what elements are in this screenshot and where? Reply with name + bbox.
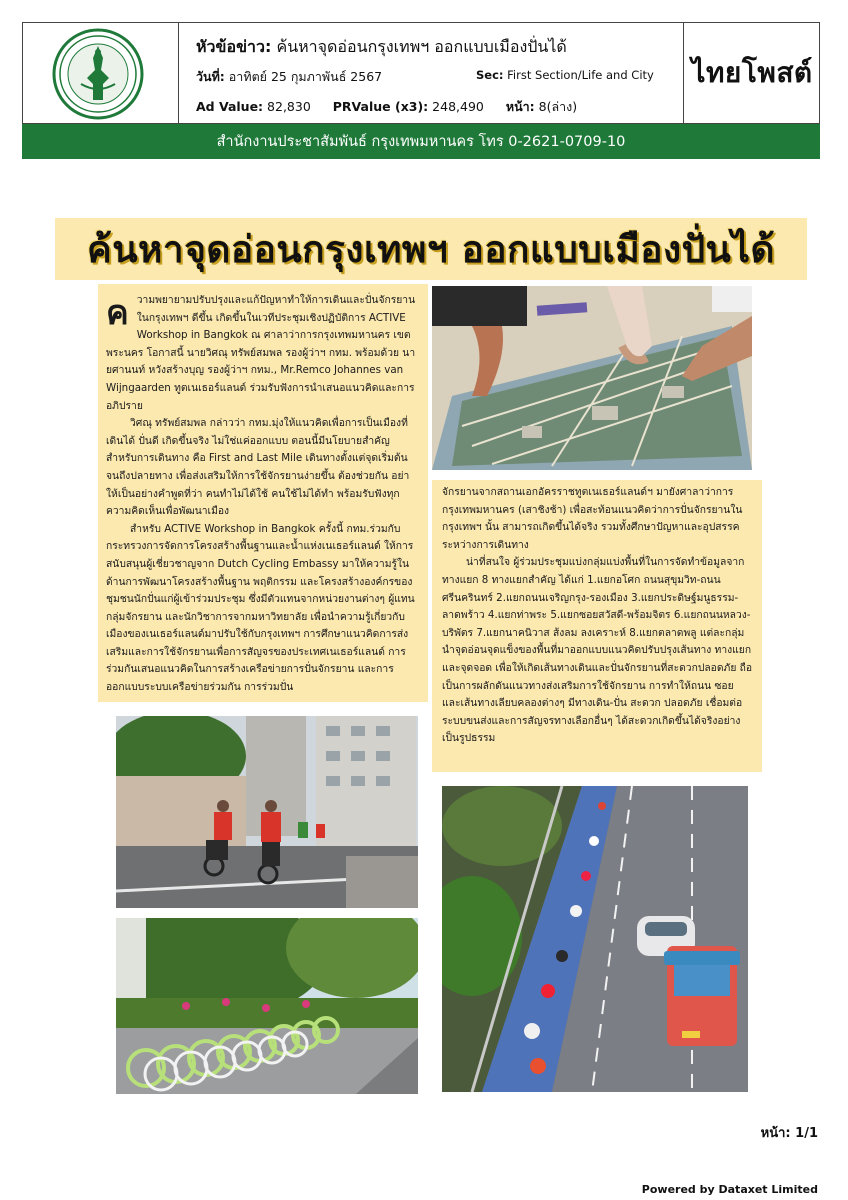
page-label: หน้า: bbox=[505, 99, 535, 114]
footer-page-label: หน้า: bbox=[760, 1126, 791, 1141]
bma-logo-cell bbox=[23, 23, 179, 123]
pr-value: 248,490 bbox=[432, 99, 484, 114]
powered-by: Powered by Dataxet Limited bbox=[641, 1183, 818, 1196]
col1-paragraph-2: วิศณุ ทรัพย์สมพล กล่าวว่า กทม.มุ่งให้แนวคิดเพื่อการเป็นเมืองที่เดินได้ ปั่นดี เกิดขึ้นจริง ไม่ใช่แค่ออกแบบ ตอนนี้มีนโยบายสำคัญสำหรับการเดินทาง คือ First and Last Mile เดินทางตั้งแต่จุดเริ่มต้นจนถึงปลายทาง เพื่อส่งเสริมให้การใช้จักรยานง่ายขึ้น ต้องช่วยกัน อย่าให้เป็นอย่างคำพูดที่ว่า คนทำไม่ได้ใช้ คนใช้ไม่ได้ทำ พร้อมรับฟังทุกความคิดเห็นเพื่อพัฒนาเมือง bbox=[106, 417, 410, 518]
article-column-2 bbox=[432, 480, 762, 772]
footer-page-value: 1/1 bbox=[795, 1126, 818, 1141]
page-value: 8(ล่าง) bbox=[538, 99, 578, 114]
col2-paragraph-1: จักรยานจากสถานเอกอัครราชทูตเนเธอร์แลนด์ฯ มายังศาลาว่าการกรุงเทพมหานคร (เสาชิงช้า) เพื่อสะท้อนแนวคิดว่าการปั่นจักรยานในกรุงเทพฯ นั้น สามารถเกิดขึ้นได้จริง รวมทั้งศึกษาปัญหาและอุปสรรคระหว่างการเดินทาง bbox=[442, 486, 743, 551]
col2-paragraph-2: น่าที่สนใจ ผู้ร่วมประชุมแบ่งกลุ่มแบ่งพื้นที่ในการจัดทำข้อมูลจากทางแยก 8 ทางแยกสำคัญ ได้แก่ 1.แยกอโศก ถนนสุขุมวิท-ถนนศรีนครินทร์ 2.แยกถนนเจริญกรุง-รองเมือง 3.แยกประดิษฐ์มนูธรรม-ลาดพร้าว 4.แยกท่าพระ 5.แยกซอยสวัสดี-พร้อมจิตร 6.แยกถนนหลวง-บริพัตร 7.แยกนาคนิวาส ส้งลม ลงเคราะห์ 8.แยกตลาดพลู แต่ละกลุ่มนำจุดอ่อนจุดแข็งของพื้นที่มาออกแบบแนวคิดปรับปรุงเส้นทาง ทางแยก และจุดจอด เพื่อให้เกิดเส้นทางเดินและปั่นจักรยานที่สะดวกปลอดภัย ถือเป็นการผลักดันแนวทางส่งเสริมการใช้จักรยาน การทำให้ถนน ซอย และเส้นทางเลียบคลองต่างๆ มีทางเดิน-ปั่น สะดวก ปลอดภัย เชื่อมต่อระบบขนส่งและการสัญจรทางเลือกอื่นๆ ได้สะดวกเกิดขึ้นได้จริงอย่างเป็นรูปธรรม bbox=[442, 556, 753, 745]
ad-value: 82,830 bbox=[267, 99, 311, 114]
article-column-1 bbox=[98, 284, 428, 702]
dropcap: ค bbox=[106, 293, 129, 333]
cyclists-street-photo bbox=[116, 716, 418, 908]
date-text: อาทิตย์ 25 กุมภาพันธ์ 2567 bbox=[228, 69, 383, 84]
workshop-map-photo bbox=[432, 286, 752, 470]
date-row bbox=[196, 67, 382, 87]
headline-label: หัวข้อข่าว: bbox=[196, 37, 272, 56]
bike-share-photo bbox=[116, 918, 418, 1094]
article-title: ค้นหาจุดอ่อนกรุงเทพฯ ออกแบบเมืองปั่นได้ bbox=[87, 227, 775, 271]
article-title-banner bbox=[55, 218, 807, 280]
page-footer bbox=[761, 1122, 818, 1143]
clipping-header bbox=[22, 22, 820, 124]
section-label: Sec: bbox=[476, 68, 504, 82]
bma-seal-icon bbox=[51, 28, 145, 120]
info-cell bbox=[178, 23, 683, 123]
bike-lane-photo bbox=[442, 786, 748, 1092]
section-row bbox=[476, 68, 654, 82]
newspaper-name: ไทยโพสต์ bbox=[683, 23, 820, 123]
ad-value-label: Ad Value: bbox=[196, 99, 264, 114]
col1-paragraph-3: สำหรับ ACTIVE Workshop in Bangkok ครั้งนี้ กทม.ร่วมกับกระทรวงการจัดการโครงสร้างพื้นฐานและน้ำแห่งเนเธอร์แลนด์ ให้การสนับสนุนผู้เชี่ยวชาญจาก Dutch Cycling Embassy มาให้ความรู้ในด้านการพัฒนาโครงสร้างพื้นฐาน พฤติกรรม และโครงสร้างองค์กรของชุมชนนักปั่นแก่ผู้เข้าร่วมประชุม ซึ่งมีตัวแทนจากหน่วยงานต่างๆ ผู้แทนกลุ่มจักรยาน และนักวิชาการจากมหาวิทยาลัย เพื่อนำความรู้เกี่ยวกับเมืองของเนเธอร์แลนด์มาปรับใช้กับกรุงเทพฯ การศึกษาแนวคิดการส่งเสริมและการใช้จักรยานเพื่อการสัญจรของประเทศเนเธอร์แลนด์ การร่วมกันเสนอแนวคิดในการสร้างเครือข่ายการปั่นจักรยาน และการออกแบบระบบเครือข่ายร่วมกัน การร่วมปั่น bbox=[106, 522, 415, 694]
value-row bbox=[196, 97, 577, 117]
office-bar: สำนักงานประชาสัมพันธ์ กรุงเทพมหานคร โทร 0-2621-0709-10 bbox=[22, 124, 820, 159]
pr-value-label: PRValue (x3): bbox=[332, 99, 429, 114]
headline-row bbox=[196, 35, 567, 60]
col1-lead: วามพยายามปรับปรุงและแก้ปัญหาทำให้การเดินและปั่นจักรยานในกรุงเทพฯ ดีขึ้น เกิดขึ้นในเวทีประชุมเชิงปฏิบัติการ ACTIVE Workshop in Bangkok ณ ศาลาว่าการกรุงเทพมหานคร เขตพระนคร โอกาสนี้ นายวิศณุ ทรัพย์สมพล รองผู้ว่าฯ กทม. พร้อมด้วย นายศานนท์ หวังสร้างบุญ รองผู้ว่าฯ กทม., Mr.Remco Johannes van Wijngaarden ทูตเนเธอร์แลนด์ ร่วมรับฟังการนำเสนอแนวคิดและการอภิปราย bbox=[106, 294, 416, 412]
headline-text: ค้นหาจุดอ่อนกรุงเทพฯ ออกแบบเมืองปั่นได้ bbox=[276, 37, 567, 56]
date-label: วันที่: bbox=[196, 69, 225, 84]
section-text: First Section/Life and City bbox=[507, 68, 654, 82]
